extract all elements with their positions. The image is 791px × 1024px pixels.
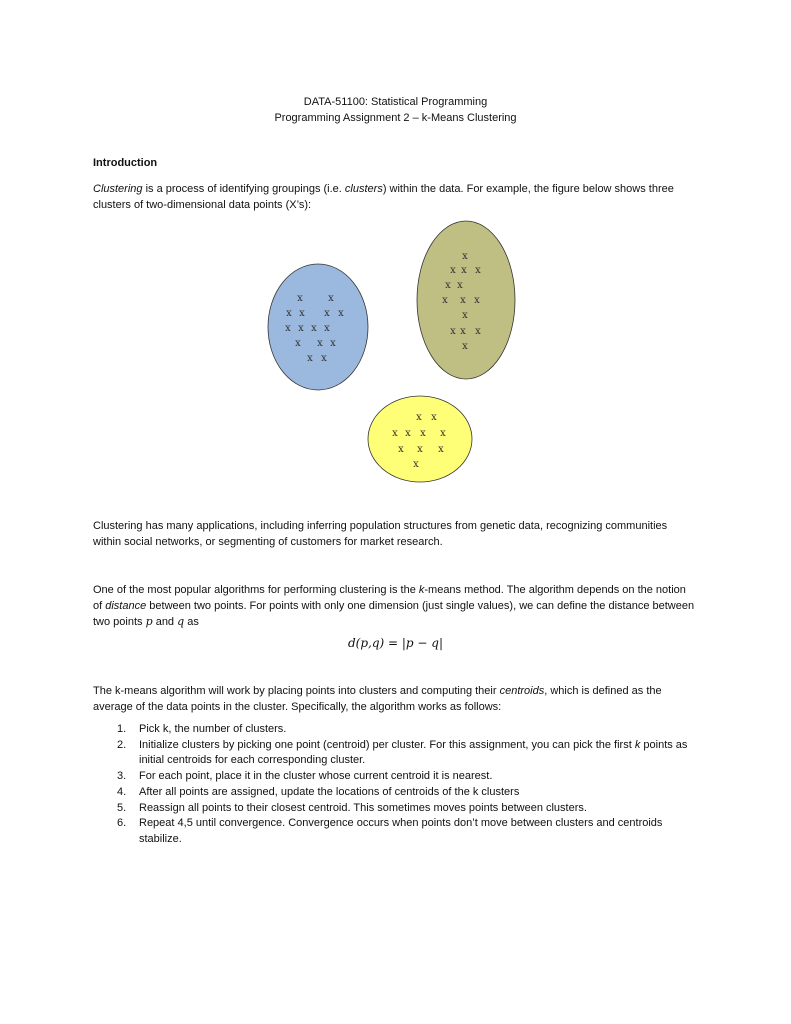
data-point-marker: x [442, 295, 448, 306]
term-distance: distance [105, 600, 147, 612]
data-point-marker: x [462, 310, 468, 321]
data-point-marker: x [417, 444, 423, 455]
data-point-marker: x [440, 428, 446, 439]
term-clustering: Clustering [93, 183, 143, 195]
data-point-marker: x [307, 353, 313, 364]
var-q: q [177, 615, 185, 628]
data-point-marker: x [462, 251, 468, 262]
data-point-marker: x [457, 280, 463, 291]
step-item: 5. Reassign all points to their closest centroid. This sometimes moves points between clusters. [117, 801, 587, 814]
data-point-marker: x [298, 323, 304, 334]
intro-text-a: is a process of identifying groupings (i.e. [142, 183, 345, 195]
step-item: 6. Repeat 4,5 until convergence. Convergence occurs when points don’t move between clusters and centroids stabilize. [117, 817, 663, 845]
data-point-marker: x [330, 338, 336, 349]
data-point-marker: x [475, 265, 481, 276]
data-point-marker: x [321, 353, 327, 364]
data-point-marker: x [462, 341, 468, 352]
step-item: 4. After all points are assigned, update the locations of centroids of the k clusters [117, 785, 520, 798]
data-point-marker: x [450, 265, 456, 276]
assignment-title: Programming Assignment 2 – k-Means Clustering [274, 112, 517, 124]
data-point-marker: x [285, 323, 291, 334]
step-item: 2. Initialize clusters by picking one point (centroid) per cluster. For this assignment, you can pick the first k points as initial centroids for each corresponding cluster. [117, 738, 688, 767]
data-point-marker: x [475, 326, 481, 337]
cluster-blue [268, 264, 368, 390]
data-point-marker: x [317, 338, 323, 349]
data-point-marker: x [460, 295, 466, 306]
data-point-marker: x [324, 323, 330, 334]
term-clusters: clusters [344, 183, 383, 195]
data-point-marker: x [328, 293, 334, 304]
kmeans-paragraph: One of the most popular algorithms for performing clustering is the k-means method. The algorithm depends on the notion of distance between two points. For points with only one dimension (just single values), we can define the distance between two points p and q as [93, 584, 695, 628]
term-k: k [418, 584, 425, 596]
data-point-marker: x [299, 308, 305, 319]
distance-formula: d(p,q) = |p − q| [347, 636, 444, 650]
data-point-marker: x [450, 326, 456, 337]
algorithm-paragraph: The k-means algorithm will work by placing points into clusters and computing their centroids, which is defined as the average of the data points in the cluster. Specifically, the algorithm works as follows: [93, 685, 662, 713]
data-point-marker: x [338, 308, 344, 319]
data-point-marker: x [398, 444, 404, 455]
algorithm-steps [93, 722, 693, 848]
intro-text-b: ) within the data. For example, the figure below shows three clusters of two-dimensional data points (X’s): [93, 183, 674, 211]
cluster-olive [417, 221, 515, 379]
data-point-marker: x [324, 308, 330, 319]
data-point-marker: x [392, 428, 398, 439]
data-point-marker: x [311, 323, 317, 334]
course-title: DATA-51100: Statistical Programming [303, 96, 488, 108]
step-item: 1. Pick k, the number of clusters. [117, 723, 287, 735]
data-point-marker: x [405, 428, 411, 439]
data-point-marker: x [431, 412, 437, 423]
data-point-marker: x [295, 338, 301, 349]
section-heading-introduction: Introduction [93, 157, 158, 169]
data-point-marker: x [413, 459, 419, 470]
term-centroids: centroids [499, 685, 545, 697]
data-point-marker: x [474, 295, 480, 306]
data-point-marker: x [445, 280, 451, 291]
data-point-marker: x [461, 265, 467, 276]
data-point-marker: x [286, 308, 292, 319]
data-point-marker: x [420, 428, 426, 439]
data-point-marker: x [438, 444, 444, 455]
data-point-marker: x [460, 326, 466, 337]
cluster-yellow [368, 396, 472, 482]
data-point-marker: x [416, 412, 422, 423]
applications-paragraph: Clustering has many applications, including inferring population structures from genetic data, recognizing communities within social networks, or segmenting of customers for market research. [93, 520, 668, 548]
var-p: p [145, 615, 153, 628]
data-point-marker: x [297, 293, 303, 304]
step-item: 3. For each point, place it in the cluster whose current centroid it is nearest. [117, 770, 493, 783]
